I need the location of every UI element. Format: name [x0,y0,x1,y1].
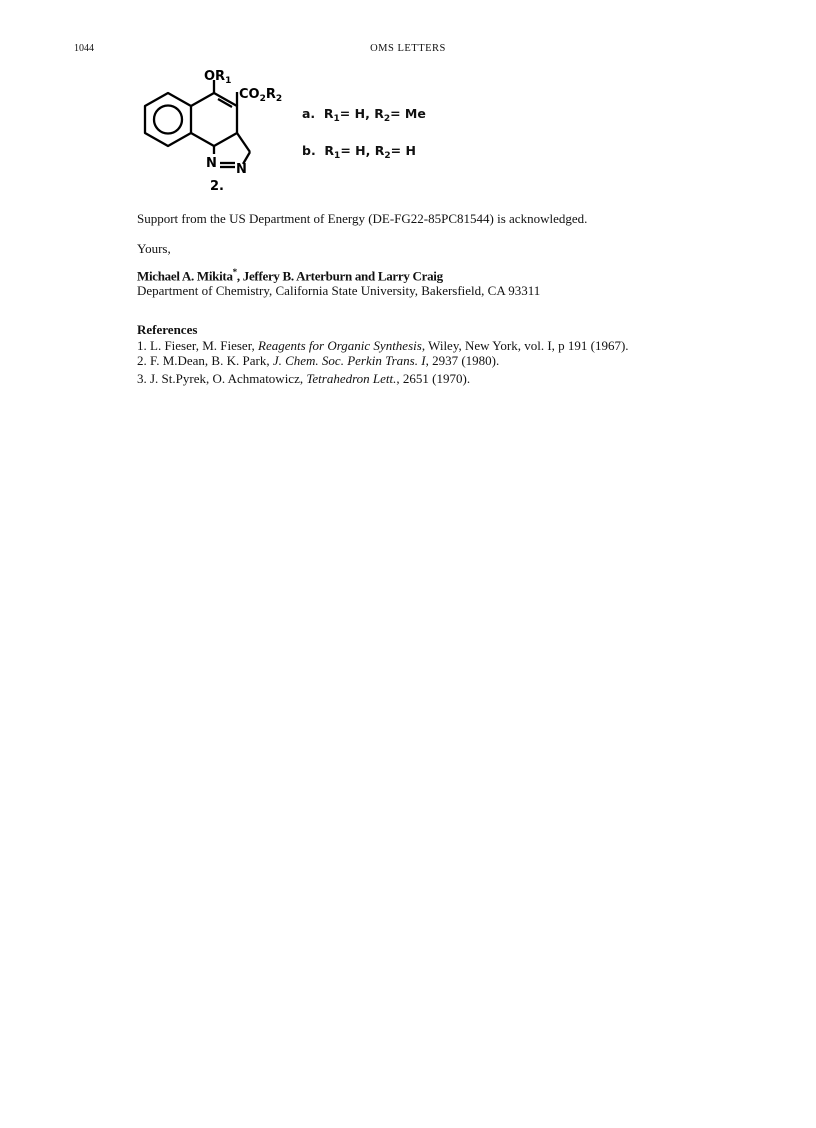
ring-nitrogen-left: N [206,156,217,171]
reference-list [137,338,757,386]
author-list [137,267,737,284]
chemical-structure [140,68,300,193]
page-number: 1044 [74,43,94,54]
corresponding-asterisk: * [232,267,237,277]
acknowledgement: Support from the US Department of Energy (DE-FG22-85PC81544) is acknowledged. [137,211,588,226]
variant-b: b. $R_1= H$, $R_2= H$ [302,143,416,161]
compound-number: 2. [210,179,224,193]
affiliation: Department of Chemistry, California State University, Bakersfield, CA 93311 [137,283,541,298]
reference-item: 2. F. M.Dean, B. K. Park, J. Chem. Soc. Perkin Trans. I, 2937 (1980). [137,353,500,368]
ring-nitrogen-right: N [236,162,247,177]
running-head: OMS LETTERS [370,43,446,54]
co-authors: , Jeffery B. Arterburn and Larry Craig [236,268,443,284]
reference-item: 1. L. Fieser, M. Fieser, Reagents for Organic Synthesis, Wiley, New York, vol. I, p 191 (1967). [137,338,629,353]
closing: Yours, [137,241,171,256]
references-heading: References [137,322,198,337]
reference-item: 3. J. St.Pyrek, O. Achmatowicz, Tetrahedron Lett., 2651 (1970). [137,371,471,386]
substituent-ester-label: $CO_2R_2$ [239,87,283,104]
first-author: Michael A. Mikita [137,268,233,284]
variant-a: a. $R_1= H$, $R_2= Me$ [302,106,426,124]
substituent-top-label: $OR_1$ [204,69,232,86]
